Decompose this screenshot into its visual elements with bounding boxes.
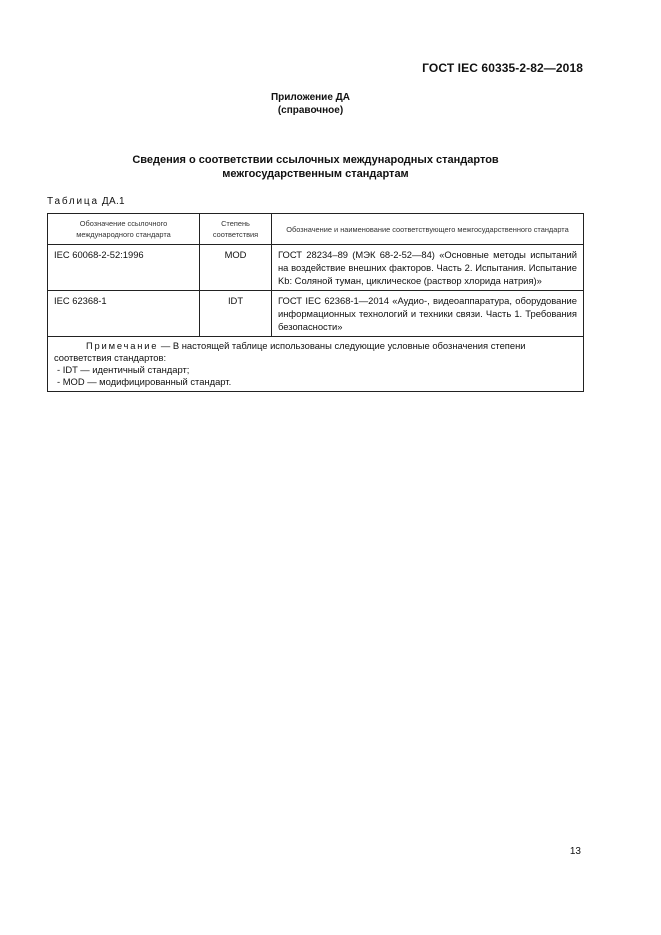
annex-subtitle: (справочное): [277, 105, 344, 116]
header-international-standard: Обозначение ссылочного международного стандарта: [48, 214, 200, 245]
header-degree-of-conformity: Степень соответствия: [200, 214, 272, 245]
cell-international-standard: IEC 60068-2-52:1996: [48, 245, 200, 291]
table-caption-number: ДА.1: [101, 196, 125, 207]
cell-national-standard: ГОСТ 28234–89 (МЭК 68-2-52—84) «Основные методы испытаний на воздействие внешних факторов. Часть 2. Испытания. Испытание Kb: Соляной туман, циклическое (раствор хлорида натрия)»: [272, 245, 584, 291]
table-header-row: [48, 214, 584, 245]
section-title-line-2: межгосударственным стандартам: [222, 168, 409, 180]
annex-title: Приложение ДА: [270, 92, 351, 103]
table-row: [48, 245, 584, 291]
note-text: — В настоящей таблице использованы следующие условные обозначения степени соответствия стандартов:: [54, 340, 526, 363]
note-item-mod: - MOD — модифицированный стандарт.: [57, 376, 232, 387]
cell-degree: MOD: [200, 245, 272, 291]
document-code: ГОСТ IEC 60335-2-82—2018: [422, 61, 583, 75]
cell-degree: IDT: [200, 291, 272, 337]
table-caption: [47, 196, 125, 207]
section-title: [0, 153, 631, 181]
cell-international-standard: IEC 62368-1: [48, 291, 200, 337]
cell-national-standard: ГОСТ IEC 62368-1—2014 «Аудио-, видеоаппаратура, оборудование информационных технологий и техники связи. Часть 1. Требования безопасности»: [272, 291, 584, 337]
standards-table: [47, 213, 584, 392]
table-row: [48, 291, 584, 337]
table-note: [48, 337, 584, 392]
table-note-row: [48, 337, 584, 392]
header-national-standard: Обозначение и наименование соответствующего межгосударственного стандарта: [272, 214, 584, 245]
table-caption-word: Таблица: [47, 196, 99, 207]
page-number: 13: [569, 846, 581, 857]
note-heading: Примечание: [86, 340, 159, 351]
note-item-idt: - IDT — идентичный стандарт;: [57, 364, 190, 375]
annex-heading: [0, 91, 621, 117]
section-title-line-1: Сведения о соответствии ссылочных международных стандартов: [132, 154, 499, 166]
note-heading-wrap: [54, 340, 158, 351]
